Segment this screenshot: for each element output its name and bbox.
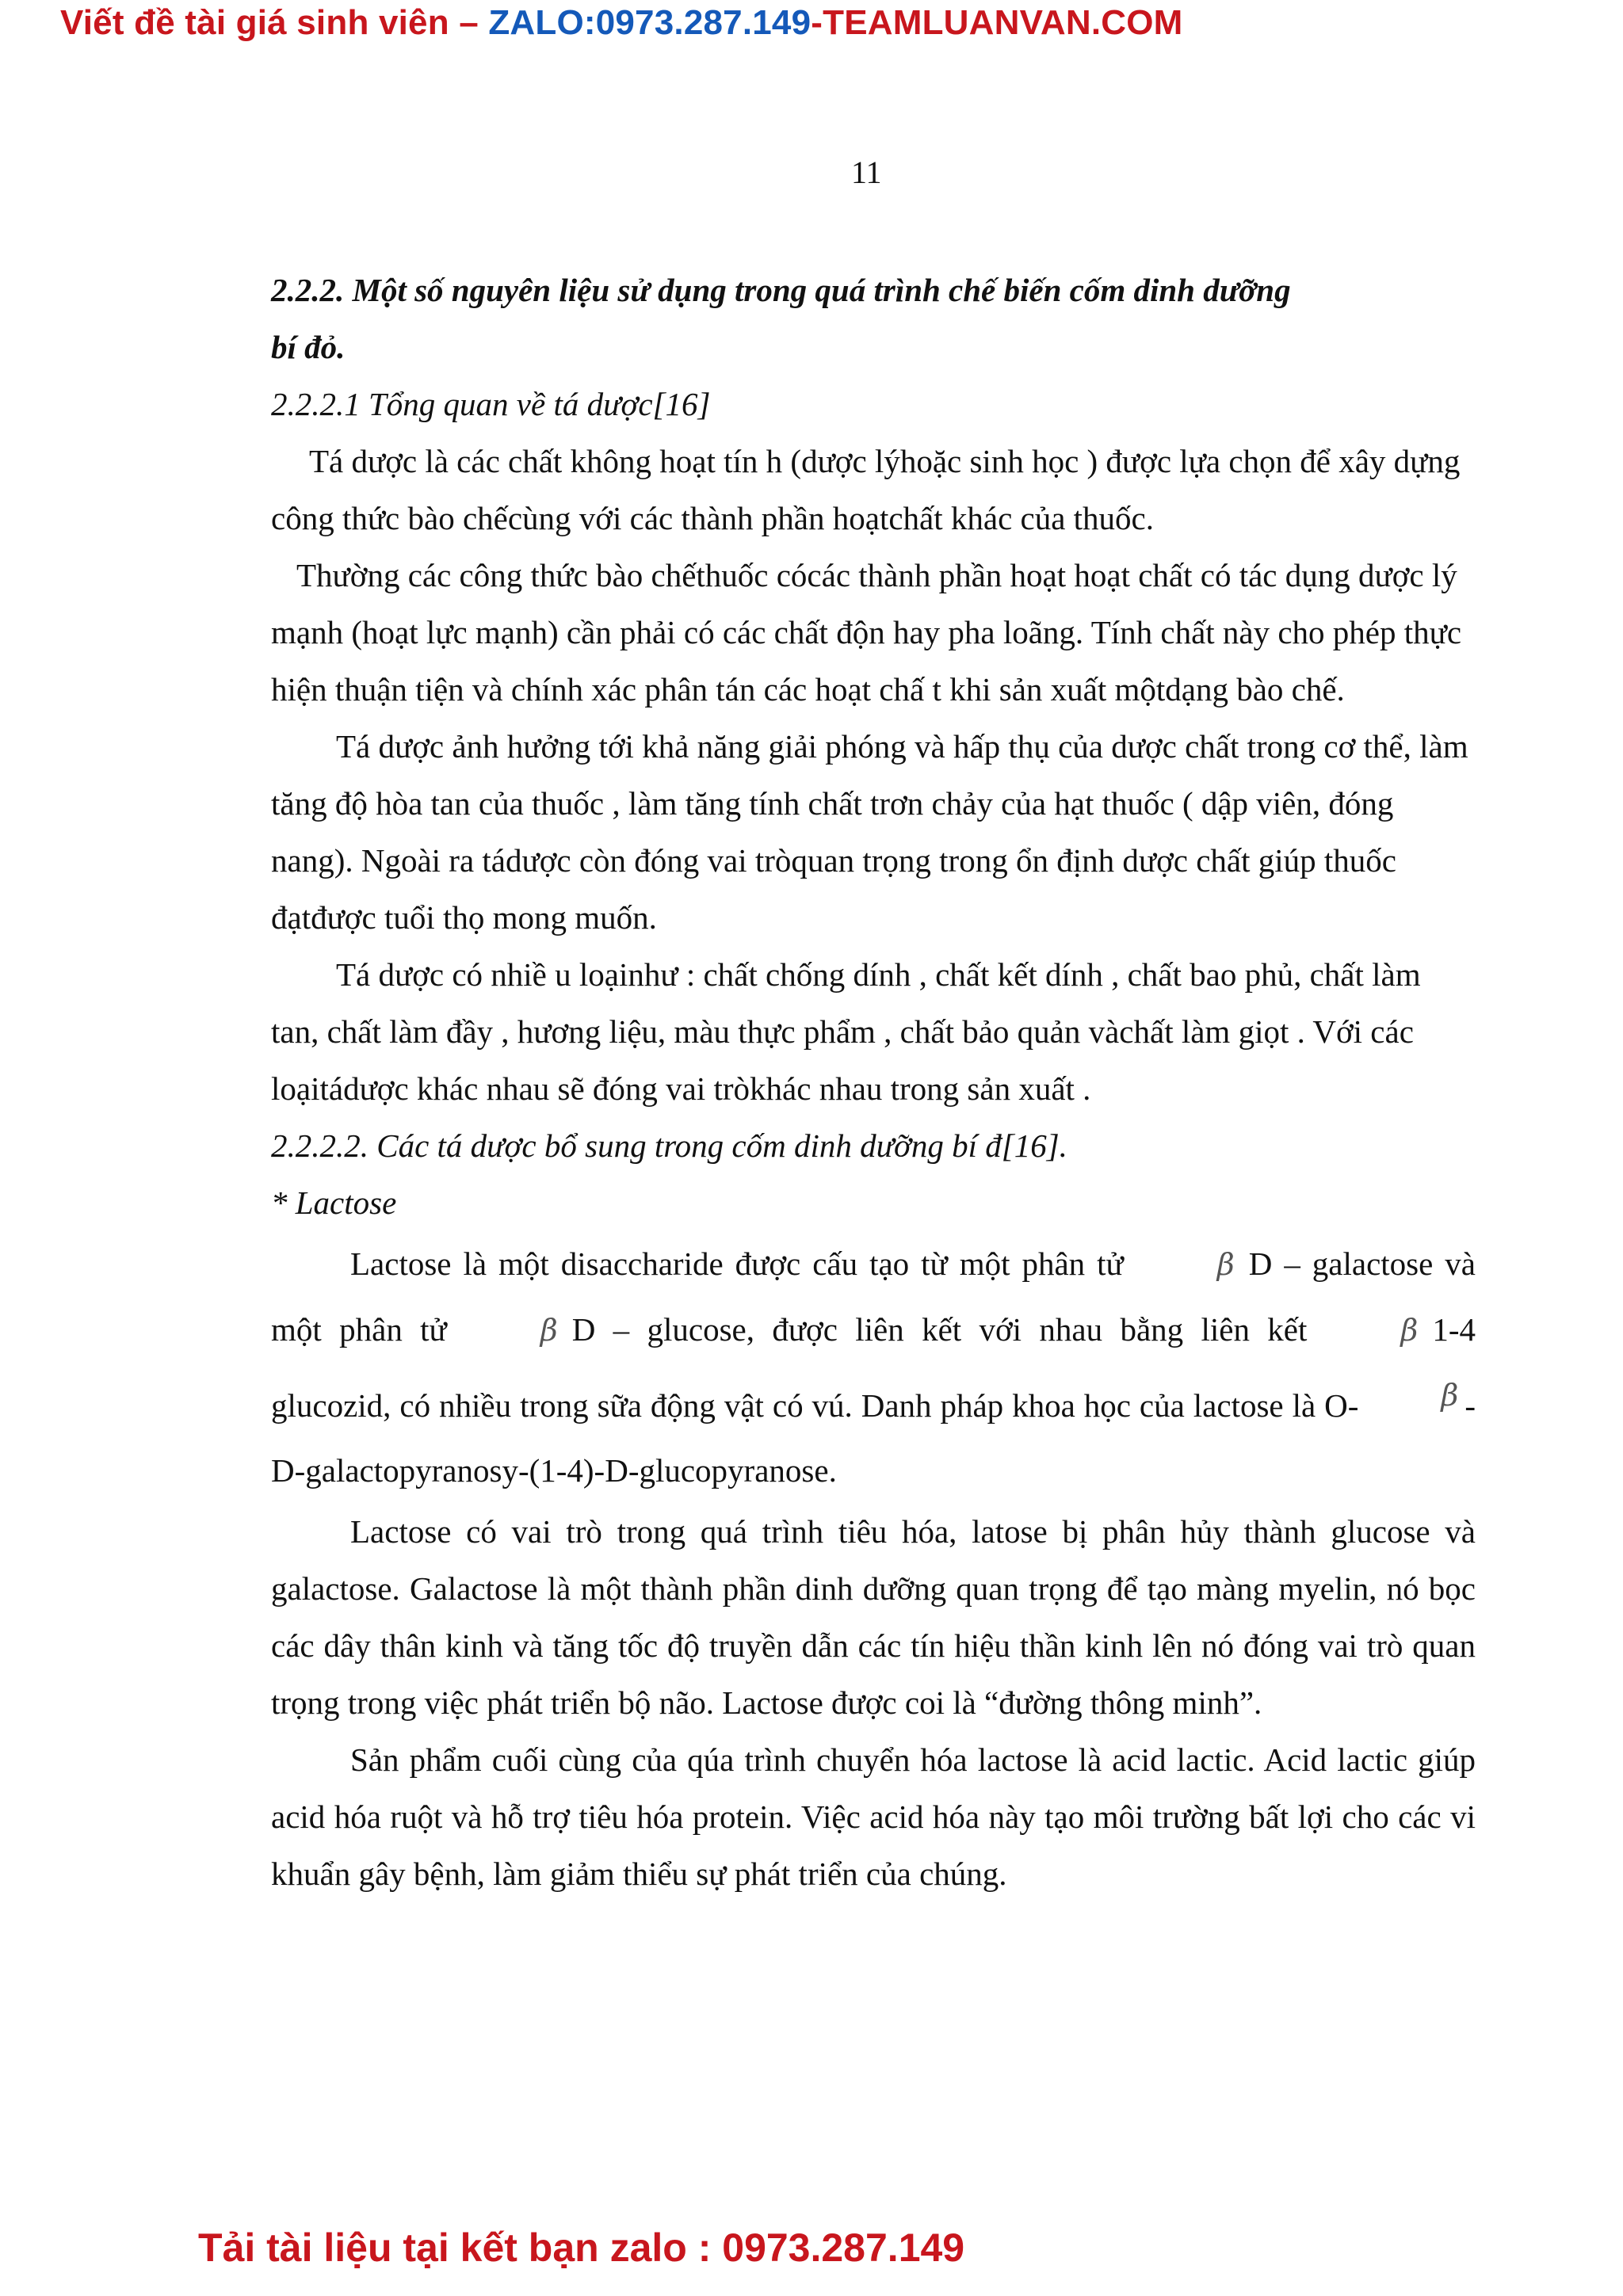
lactose-label: * Lactose: [271, 1184, 397, 1221]
lactose-text: D – galactose và một phân tử: [271, 1245, 1476, 1348]
paragraph: Tá dược là các chất không hoạt tín h (dược lýhoặc sinh học ) được lựa chọn để xây dựng công thức bào chếcùng với các thành phần hoạtchất khác của thuốc.: [271, 443, 1461, 536]
subsection-heading-excipients: 2.2.2.1 Tổng quan về tá dược[16]: [271, 386, 711, 422]
lactose-text: D – glucose, được liên kết với nhau bằng liên kết: [571, 1311, 1308, 1348]
top-banner-site: -TEAMLUANVAN.COM: [811, 3, 1183, 42]
subsection-heading-additives: 2.2.2.2. Các tá dược bổ sung trong cốm dinh dưỡng bí đ[16].: [271, 1127, 1067, 1164]
lactose-text: - D-galactopyranosy-(1-4)-D-glucopyranose.: [271, 1387, 1476, 1489]
section-heading-line1: 2.2.2. Một số nguyên liệu sử dụng trong quá trình chế biến cốm dinh dưỡng: [271, 272, 1291, 308]
beta-symbol-icon: β: [1441, 1378, 1459, 1413]
top-banner-zalo: ZALO:0973.287.149: [488, 3, 812, 42]
beta-symbol-icon: β: [1400, 1313, 1419, 1348]
lactose-text: 1-4 glucozid, có nhiều trong sữa động vật có vú. Danh pháp khoa học của lactose là O-: [271, 1311, 1476, 1424]
paragraph: Tá dược ảnh hưởng tới khả năng giải phóng và hấp thụ của dược chất trong cơ thể, làm tăng độ hòa tan của thuốc , làm tăng tính chất trơn chảy của hạt thuốc ( dập viên, đóng nang). Ngoài ra tádược còn đóng vai tròquan trọng trong ổn định dược chất giúp thuốc đạtđược tuổi thọ mong muốn.: [271, 728, 1468, 936]
document-body: [271, 261, 1476, 1902]
top-banner-text: Viết đề tài giá sinh viên –: [60, 3, 489, 42]
section-heading-line2: bí đỏ.: [271, 329, 346, 365]
lactose-paragraph-digestion: Lactose có vai trò trong quá trình tiêu hóa, latose bị phân hủy thành glucose và galactose. Galactose là một thành phần dinh dưỡng quan trọng để tạo màng myelin, nó bọc các dây thân kinh và tăng tốc độ truyền dẫn các tín hiệu thần kinh lên nó đóng vai trò quan trọng trong việc phát triển bộ não. Lactose được coi là “đường thông minh”.: [271, 1513, 1476, 1721]
lactose-text: Lactose là một disaccharide được cấu tạo từ một phân tử: [350, 1245, 1124, 1282]
bottom-banner: Tải tài liệu tại kết bạn zalo : 0973.287.149: [198, 2225, 965, 2270]
beta-symbol-icon: β: [540, 1313, 558, 1348]
page-number: 11: [851, 154, 882, 190]
lactose-paragraph-lactic-acid: Sản phẩm cuối cùng của qúa trình chuyển hóa lactose là acid lactic. Acid lactic giúp acid hóa ruột và hỗ trợ tiêu hóa protein. Việc acid hóa này tạo môi trường bất lợi cho các vi khuẩn gây bệnh, làm giảm thiểu sự phát triển của chúng.: [271, 1741, 1476, 1892]
top-banner: [60, 3, 1183, 43]
beta-symbol-icon: β: [1216, 1247, 1235, 1282]
lactose-paragraph-structure: [271, 1231, 1476, 1503]
paragraph: Tá dược có nhiề u loạinhư : chất chống dính , chất kết dính , chất bao phủ, chất làm tan, chất làm đầy , hương liệu, màu thực phẩm , chất bảo quản vàchất làm giọt . Với các loạitádược khác nhau sẽ đóng vai tròkhác nhau trong sản xuất .: [271, 956, 1421, 1107]
paragraph: Thường các công thức bào chếthuốc cócác thành phần hoạt hoạt chất có tác dụng dược lý mạnh (hoạt lực mạnh) cần phải có các chất độn hay pha loãng. Tính chất này cho phép thực hiện thuận tiện và chính xác phân tán các hoạt chấ t khi sản xuất mộtdạng bào chế.: [271, 557, 1462, 707]
